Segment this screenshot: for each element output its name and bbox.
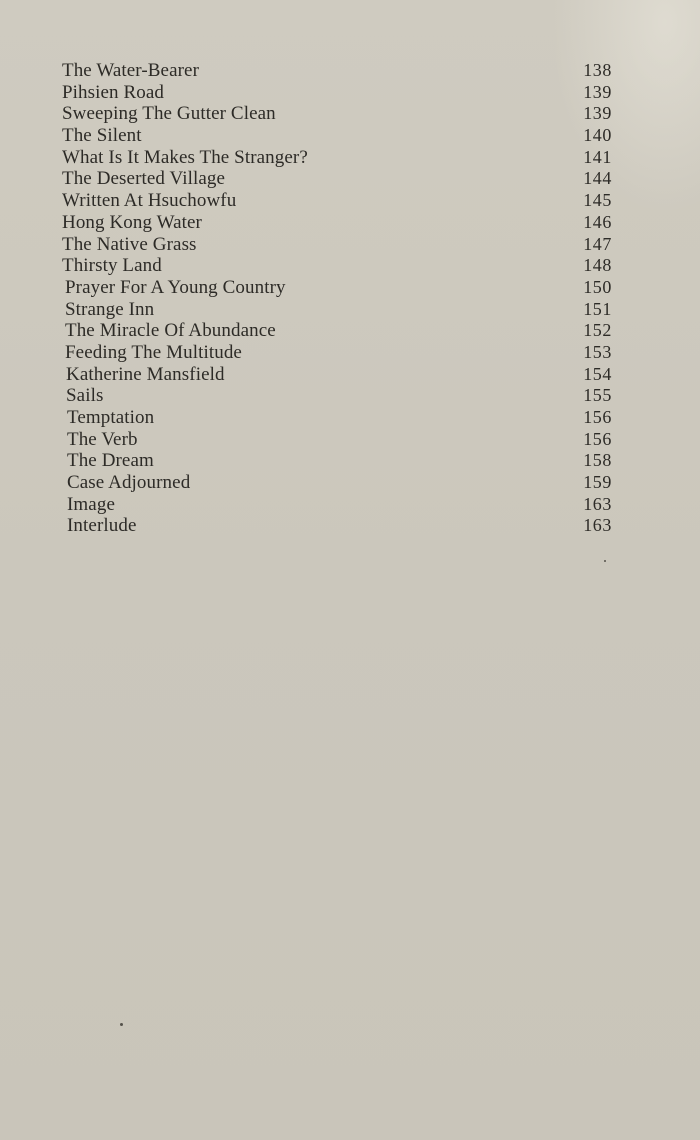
toc-entry-title: Feeding The Multitude xyxy=(65,341,242,363)
toc-entry-page: 151 xyxy=(583,298,612,319)
toc-entry xyxy=(62,407,612,429)
toc-entry-page: 153 xyxy=(583,341,612,362)
toc-entry-title: Katherine Mansfield xyxy=(66,363,225,385)
toc-entry-page: 154 xyxy=(583,363,612,384)
toc-entry-page: 156 xyxy=(583,428,612,449)
toc-entry xyxy=(62,364,612,386)
toc-entry-title: The Miracle Of Abundance xyxy=(65,320,276,342)
toc-entry-title: Temptation xyxy=(67,407,155,428)
toc-entry xyxy=(62,342,612,364)
toc-entry xyxy=(62,320,612,342)
toc-entry-title: The Verb xyxy=(67,428,138,450)
toc-entry-page: 146 xyxy=(583,211,612,232)
toc-entry-page: 163 xyxy=(583,493,612,514)
toc-entry xyxy=(62,255,612,277)
toc-entry-page: 141 xyxy=(583,146,612,167)
toc-entry xyxy=(62,125,612,147)
toc-entry-title: Sweeping The Gutter Clean xyxy=(62,103,276,125)
toc-entry xyxy=(62,212,612,234)
toc-entry-title: Image xyxy=(67,493,115,515)
toc-entry-page: 158 xyxy=(583,450,612,471)
toc-entry xyxy=(62,429,612,451)
paper-speck xyxy=(604,560,606,562)
toc-entry xyxy=(62,515,612,537)
toc-entry xyxy=(62,147,612,169)
toc-entry-title: What Is It Makes The Stranger? xyxy=(62,146,308,168)
toc-entry-page: 148 xyxy=(583,255,612,276)
toc-entry-title: Thirsty Land xyxy=(62,255,162,277)
toc-entry-title: The Deserted Village xyxy=(62,168,225,190)
toc-entry-page: 150 xyxy=(583,276,612,297)
toc-entry xyxy=(62,190,612,212)
toc-entry-page: 155 xyxy=(583,385,612,406)
toc-entry-title: The Water-Bearer xyxy=(62,60,200,81)
toc-entry-page: 159 xyxy=(583,472,612,493)
toc-entry xyxy=(62,385,612,407)
toc-entry-title: Hong Kong Water xyxy=(62,211,202,233)
toc-entry-page: 138 xyxy=(583,60,612,80)
toc-entry-page: 147 xyxy=(583,233,612,254)
toc-entry-page: 140 xyxy=(583,125,612,146)
toc-entry-page: 139 xyxy=(583,81,612,102)
toc-entry-title: Sails xyxy=(66,385,104,407)
toc-entry-title: Strange Inn xyxy=(65,298,155,320)
toc-entry xyxy=(62,299,612,321)
toc-entry-title: Case Adjourned xyxy=(67,472,191,494)
toc-entry-title: The Native Grass xyxy=(62,233,197,255)
toc-entry-title: Written At Hsuchowfu xyxy=(62,190,237,212)
toc-entry xyxy=(62,234,612,256)
paper-speck xyxy=(120,1023,123,1026)
toc-entry-page: 144 xyxy=(583,168,612,189)
toc-entry xyxy=(62,82,612,104)
toc-entry-page: 163 xyxy=(583,515,612,536)
toc-entry-title: Interlude xyxy=(67,515,137,537)
toc-entry xyxy=(62,60,612,82)
toc-entry xyxy=(62,103,612,125)
toc-entry-title: Prayer For A Young Country xyxy=(65,276,286,298)
toc-entry-page: 152 xyxy=(583,320,612,341)
table-of-contents xyxy=(62,60,612,537)
toc-entry xyxy=(62,168,612,190)
toc-entry-page: 145 xyxy=(583,190,612,211)
toc-entry-page: 156 xyxy=(583,407,612,427)
toc-entry xyxy=(62,472,612,494)
toc-entry-page: 139 xyxy=(583,103,612,124)
toc-entry xyxy=(62,494,612,516)
toc-entry-title: Pihsien Road xyxy=(62,81,165,103)
toc-entry-title: The Dream xyxy=(67,450,154,472)
toc-entry-title: The Silent xyxy=(62,125,142,147)
toc-entry xyxy=(62,277,612,299)
toc-entry xyxy=(62,450,612,472)
